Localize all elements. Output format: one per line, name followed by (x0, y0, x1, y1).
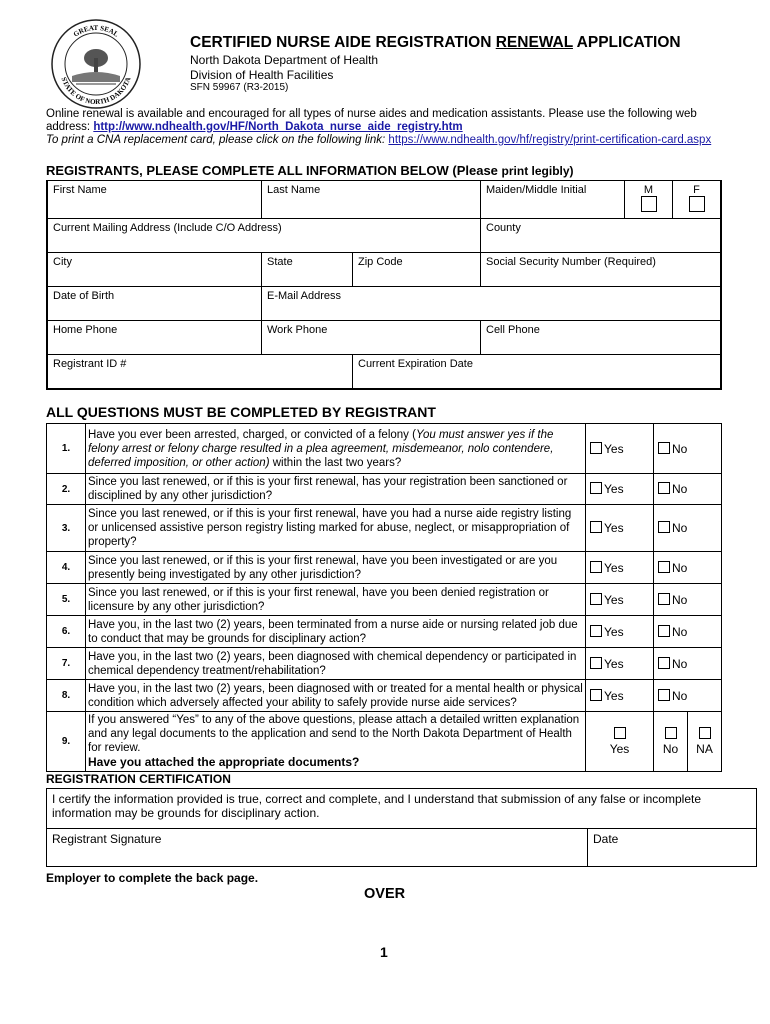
na-option[interactable]: NA (688, 712, 722, 772)
question-number: 3. (47, 505, 86, 552)
no-option[interactable]: No (654, 712, 688, 772)
male-checkbox[interactable] (641, 196, 657, 212)
first-name-field[interactable]: First Name (47, 181, 262, 219)
yes-checkbox[interactable] (614, 727, 626, 739)
question-number: 4. (47, 552, 86, 584)
question-number: 2. (47, 474, 86, 505)
last-name-field[interactable]: Last Name (262, 181, 481, 219)
question-text: Since you last renewed, or if this is your first renewal, has your registration been sanctioned or disciplined by any other jurisdiction? (86, 474, 586, 505)
yes-option[interactable]: Yes (586, 552, 654, 584)
division-name: Division of Health Facilities (190, 68, 334, 82)
zip-field[interactable]: Zip Code (353, 253, 481, 287)
yes-option[interactable]: Yes (586, 648, 654, 680)
question-number: 5. (47, 584, 86, 616)
form-number: SFN 59967 (R3-2015) (190, 82, 289, 93)
state-seal (50, 18, 142, 110)
ssn-field[interactable]: Social Security Number (Required) (481, 253, 722, 287)
yes-checkbox[interactable] (590, 482, 602, 494)
svg-text:GREAT SEAL (72, 24, 120, 39)
yes-option[interactable]: Yes (586, 505, 654, 552)
yes-option[interactable]: Yes (586, 680, 654, 712)
certification-table (46, 788, 757, 867)
email-field[interactable]: E-Mail Address (262, 287, 722, 321)
employer-note: Employer to complete the back page. (46, 871, 259, 885)
no-option[interactable]: No (654, 552, 722, 584)
print-card-link[interactable]: https://www.ndhealth.gov/hf/registry/print-certification-card.aspx (388, 134, 712, 146)
no-checkbox[interactable] (658, 521, 670, 533)
yes-option[interactable]: Yes (586, 712, 654, 772)
yes-option[interactable]: Yes (586, 616, 654, 648)
questions-table (46, 423, 722, 772)
yes-option[interactable]: Yes (586, 474, 654, 505)
no-option[interactable]: No (654, 424, 722, 474)
na-checkbox[interactable] (699, 727, 711, 739)
city-field[interactable]: City (47, 253, 262, 287)
question-text: Have you, in the last two (2) years, been terminated from a nurse aide or nursing related job due to conduct that may be grounds for disciplinary action? (86, 616, 586, 648)
question-number: 8. (47, 680, 86, 712)
no-checkbox[interactable] (658, 442, 670, 454)
dob-field[interactable]: Date of Birth (47, 287, 262, 321)
question-text: Since you last renewed, or if this is your first renewal, have you been denied registration or licensure by any other jurisdiction? (86, 584, 586, 616)
no-checkbox[interactable] (665, 727, 677, 739)
no-option[interactable]: No (654, 616, 722, 648)
no-option[interactable]: No (654, 584, 722, 616)
no-checkbox[interactable] (658, 625, 670, 637)
gender-f[interactable]: F (673, 181, 722, 219)
no-checkbox[interactable] (658, 657, 670, 669)
yes-checkbox[interactable] (590, 521, 602, 533)
page-number: 1 (380, 944, 388, 960)
registrant-id-field[interactable]: Registrant ID # (47, 355, 353, 390)
cell-phone-field[interactable]: Cell Phone (481, 321, 722, 355)
seal-top-text: GREAT SEAL (72, 23, 121, 39)
yes-checkbox[interactable] (590, 561, 602, 573)
address-field[interactable]: Current Mailing Address (Include C/O Address) (47, 219, 481, 253)
gender-m[interactable]: M (625, 181, 673, 219)
question-number: 9. (47, 712, 86, 772)
question-number: 7. (47, 648, 86, 680)
state-field[interactable]: State (262, 253, 353, 287)
no-option[interactable]: No (654, 474, 722, 505)
seal-bottom-text: STATE OF NORTH DAKOTA (59, 76, 133, 107)
certification-heading: REGISTRATION CERTIFICATION (46, 772, 231, 786)
no-option[interactable]: No (654, 680, 722, 712)
no-option[interactable]: No (654, 648, 722, 680)
question-text: Since you last renewed, or if this is your first renewal, have you had a nurse aide registry listing or unlicensed assistive person registry listing marked for abuse, neglect, or misappropriation of property? (86, 505, 586, 552)
certification-statement: I certify the information provided is true, correct and complete, and I understand that submission of any false or incomplete information may be grounds for disciplinary action. (47, 789, 757, 829)
female-checkbox[interactable] (689, 196, 705, 212)
question-9-text: If you answered “Yes” to any of the above questions, please attach a detailed written explanation and any legal documents to the application and send to the North Dakota Department of Health for review. Have you attached the appropriate documents? (86, 712, 586, 772)
no-checkbox[interactable] (658, 561, 670, 573)
question-1-text: Have you ever been arrested, charged, or convicted of a felony (You must answer yes if the felony arrest or felony charge resulted in a plea agreement, misdemeanor, nolo contendere, deferred imposition, or other action) within the last two years? (86, 424, 586, 474)
question-text: Since you last renewed, or if this is your first renewal, have you been investigated or are you presently being investigated by any other jurisdiction? (86, 552, 586, 584)
registrants-heading: REGISTRANTS, PLEASE COMPLETE ALL INFORMATION BELOW (Please print legibly) (46, 163, 574, 178)
no-checkbox[interactable] (658, 593, 670, 605)
yes-checkbox[interactable] (590, 442, 602, 454)
question-number: 6. (47, 616, 86, 648)
expiration-date-field[interactable]: Current Expiration Date (353, 355, 722, 390)
yes-option[interactable]: Yes (586, 584, 654, 616)
yes-checkbox[interactable] (590, 689, 602, 701)
question-text: Have you, in the last two (2) years, been diagnosed with chemical dependency or participated in chemical dependency treatment/rehabilitation? (86, 648, 586, 680)
department-name: North Dakota Department of Health (190, 53, 379, 67)
signature-field[interactable]: Registrant Signature (47, 829, 588, 867)
yes-checkbox[interactable] (590, 657, 602, 669)
yes-checkbox[interactable] (590, 593, 602, 605)
intro-text: Online renewal is available and encouraged for all types of nurse aides and medication assistants. Please use the following web address: http://www.ndhealth.gov/HF/North_Dakota_nurse_aide_registry.htm To print a CNA replacement card, please click on the following link: https://www.ndhealth.gov/hf/registry/print-certification-card.aspx (46, 108, 712, 146)
no-checkbox[interactable] (658, 482, 670, 494)
date-field[interactable]: Date (588, 829, 757, 867)
no-checkbox[interactable] (658, 689, 670, 701)
registrant-info-table (46, 180, 722, 390)
registry-link[interactable]: http://www.ndhealth.gov/HF/North_Dakota_nurse_aide_registry.htm (93, 121, 463, 133)
yes-option[interactable]: Yes (586, 424, 654, 474)
question-number: 1. (47, 424, 86, 474)
questions-heading: ALL QUESTIONS MUST BE COMPLETED BY REGISTRANT (46, 404, 436, 420)
no-option[interactable]: No (654, 505, 722, 552)
over-label: OVER (364, 886, 406, 902)
yes-checkbox[interactable] (590, 625, 602, 637)
work-phone-field[interactable]: Work Phone (262, 321, 481, 355)
form-title: CERTIFIED NURSE AIDE REGISTRATION RENEWAL APPLICATION (190, 34, 681, 51)
question-text: Have you, in the last two (2) years, been diagnosed with or treated for a mental health or physical condition which adversely affected your ability to safely provide nurse aide services? (86, 680, 586, 712)
maiden-name-field[interactable]: Maiden/Middle Initial (481, 181, 625, 219)
county-field[interactable]: County (481, 219, 722, 253)
home-phone-field[interactable]: Home Phone (47, 321, 262, 355)
